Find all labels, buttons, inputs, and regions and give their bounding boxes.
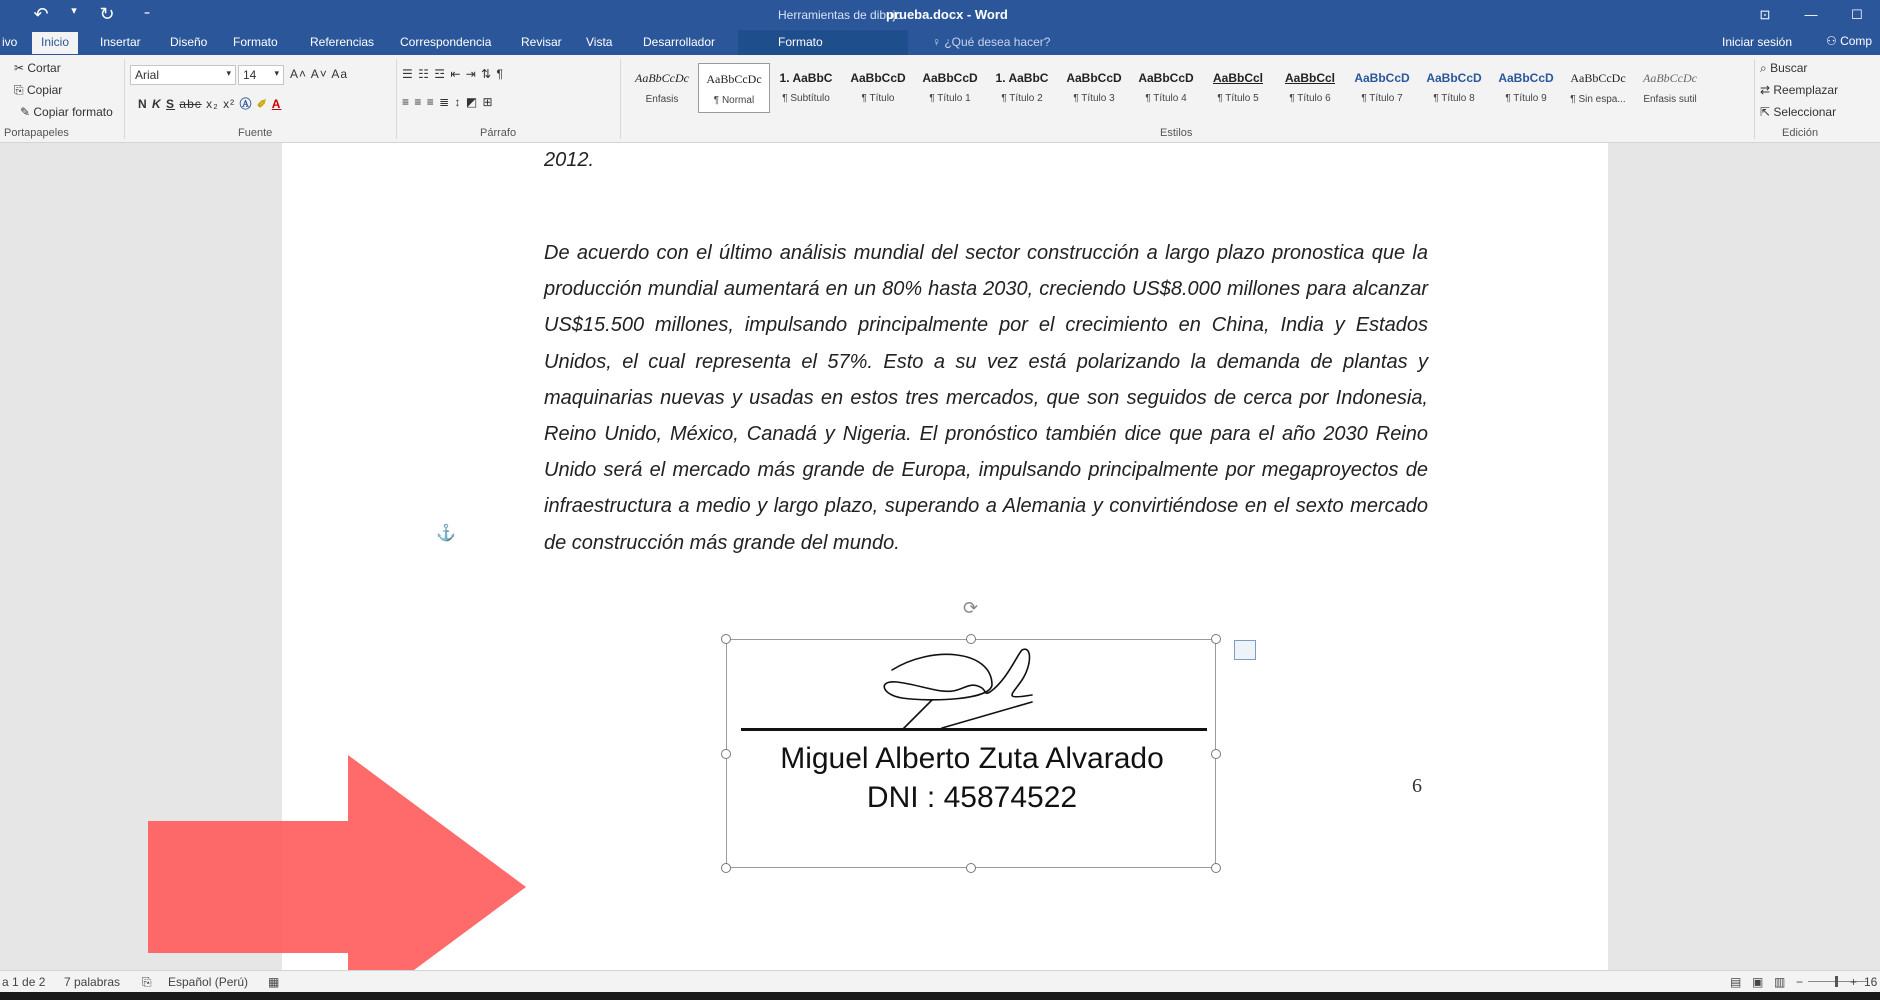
underline-button[interactable]: S: [166, 97, 176, 111]
maximize-icon[interactable]: ☐: [1851, 7, 1863, 22]
macro-recording-icon[interactable]: ▦: [268, 975, 280, 989]
subscript-button[interactable]: x₂: [206, 97, 219, 111]
styles-group-label: Estilos: [1160, 127, 1193, 139]
style-titulo-7[interactable]: AaBbCcD ¶ Título 7: [1354, 71, 1410, 104]
decrease-indent-icon[interactable]: ⇤: [450, 67, 462, 81]
text-effects-icon[interactable]: Ⓐ: [239, 97, 253, 111]
red-arrow-annotation: [148, 755, 526, 1000]
font-size-select[interactable]: 14 ▾: [238, 65, 284, 85]
contextual-tools-title: Herramientas de dibujo: [778, 8, 903, 22]
style-titulo-6[interactable]: AaBbCcl ¶ Título 6: [1284, 71, 1335, 104]
style-titulo-5[interactable]: AaBbCcl ¶ Título 5: [1212, 71, 1263, 104]
ribbon-tabs: [0, 30, 1880, 55]
language[interactable]: Español (Perú): [168, 975, 249, 989]
increase-indent-icon[interactable]: ⇥: [465, 67, 477, 81]
proofing-icon[interactable]: ⎘: [142, 975, 152, 989]
lightbulb-icon: ♀: [932, 35, 945, 49]
paragraph-list-controls: [402, 67, 504, 81]
font-group-label: Fuente: [238, 127, 273, 139]
ribbon-display-options-icon[interactable]: ⊡: [1759, 7, 1771, 22]
group-divider: [620, 59, 621, 139]
resize-handle[interactable]: [966, 863, 976, 873]
undo-icon[interactable]: ↶: [33, 4, 49, 24]
style-titulo-9[interactable]: AaBbCcD ¶ Título 9: [1498, 71, 1554, 104]
numbering-icon[interactable]: ☷: [418, 67, 430, 81]
word-count[interactable]: 7 palabras: [64, 975, 121, 989]
font-name-select[interactable]: Arial ▾: [130, 65, 236, 85]
editing-group-label: Edición: [1782, 127, 1819, 139]
brush-icon: ✎: [20, 105, 34, 119]
font-color-icon[interactable]: A: [271, 97, 282, 111]
tab-revisar[interactable]: Revisar: [521, 35, 562, 49]
status-bar: [0, 970, 1880, 992]
tab-insertar[interactable]: Insertar: [100, 35, 141, 49]
cursor-icon: ⇱: [1760, 105, 1774, 119]
resize-handle[interactable]: [1211, 863, 1221, 873]
copy-button[interactable]: ⎘ Copiar: [14, 83, 63, 97]
signer-dni: DNI : 45874522: [866, 781, 1078, 814]
copy-icon: ⎘: [14, 83, 27, 97]
style-sin-espaciado[interactable]: AaBbCcDc ¶ Sin espa...: [1570, 71, 1626, 105]
highlight-icon[interactable]: ✐: [256, 97, 268, 111]
chevron-down-icon: ▾: [226, 68, 231, 78]
minimize-icon[interactable]: —: [1804, 7, 1818, 22]
signature-line: [741, 728, 1207, 731]
group-divider: [124, 59, 125, 139]
web-layout-icon[interactable]: ▥: [1774, 975, 1786, 989]
document-title: prueba.docx - Word: [886, 7, 1008, 22]
resize-handle[interactable]: [721, 863, 731, 873]
person-icon: ⚇: [1826, 34, 1841, 48]
tab-formato-dibujo[interactable]: Formato: [778, 35, 823, 49]
tab-inicio[interactable]: Inicio: [32, 32, 78, 54]
zoom-slider[interactable]: [1808, 981, 1868, 982]
superscript-button[interactable]: x²: [223, 97, 236, 111]
group-divider: [396, 59, 397, 139]
align-left-icon[interactable]: ≡: [402, 95, 411, 109]
style-enfasis[interactable]: AaBbCcDc Énfasis: [635, 71, 689, 105]
scissors-icon: ✂: [14, 61, 28, 75]
zoom-in-icon[interactable]: +: [1850, 975, 1858, 989]
anchor-icon: ⚓: [436, 525, 456, 542]
undo-dropdown-icon[interactable]: ▾: [71, 5, 77, 17]
layout-options-icon[interactable]: [1234, 640, 1256, 660]
title-bar: [0, 0, 1880, 30]
line-spacing-icon[interactable]: ↕: [454, 95, 462, 109]
sign-in-link[interactable]: Iniciar sesión: [1722, 35, 1793, 49]
tab-diseno[interactable]: Diseño: [170, 35, 208, 49]
window-controls: [1742, 0, 1880, 30]
shrink-font-icon[interactable]: A˅: [310, 67, 328, 81]
zoom-slider-thumb[interactable]: [1835, 976, 1838, 987]
bold-button[interactable]: N: [138, 97, 148, 111]
rotate-handle-icon[interactable]: ⟳: [963, 598, 979, 618]
shading-icon[interactable]: ◩: [465, 95, 479, 109]
zoom-level[interactable]: 16: [1864, 975, 1878, 989]
clipboard-group-label: Portapapeles: [4, 127, 69, 139]
sort-icon[interactable]: ⇅: [481, 67, 493, 81]
tab-referencias[interactable]: Referencias: [310, 35, 375, 49]
paragraph-align-controls: [402, 95, 494, 109]
body-paragraph: De acuerdo con el último análisis mundial del sector construcción a largo plazo pronostica que la producción mundial aumentará en un 80% hasta 2030, creciendo US$8.000 millones para alcanzar US$15.500 millones, impulsando principalmente por el crecimiento en China, India y Estados Unidos, el cual representa el 57%. Esto a su vez está polarizando la demanda de plantas y maquinarias nuevas y usadas en estos tres mercados, que son seguidos de cerca por Indonesia, Reino Unido, México, Canadá y Nigeria. El pronóstico también dice que para el año 2030 Reino Unido será el mercado más grande de Europa, impulsando principalmente por megaproyectos de infraestructura a medio y largo plazo, superando a Alemania y convirtiéndose en el sexto mercado de construcción más grande del mundo.: [544, 242, 1428, 554]
tab-desarrollador[interactable]: Desarrollador: [643, 35, 716, 49]
format-painter-button[interactable]: ✎ Copiar formato: [20, 105, 113, 119]
change-case-icon[interactable]: Aa: [331, 67, 349, 81]
print-layout-icon[interactable]: ▣: [1752, 975, 1764, 989]
chevron-down-icon: ▾: [274, 68, 279, 78]
style-titulo[interactable]: AaBbCcD ¶ Título: [850, 71, 906, 104]
taskbar-strip: [0, 992, 1880, 1000]
style-enfasis-sutil[interactable]: AaBbCcDc Énfasis sutil: [1643, 71, 1697, 105]
signer-name: Miguel Alberto Zuta Alvarado: [780, 742, 1164, 775]
style-titulo-3[interactable]: AaBbCcD ¶ Título 3: [1066, 71, 1122, 104]
quick-access-toolbar: [30, 4, 158, 25]
bullets-icon[interactable]: ☰: [402, 67, 414, 81]
signature-textbox[interactable]: [726, 598, 1216, 868]
borders-icon[interactable]: ⊞: [482, 95, 494, 109]
style-normal[interactable]: AaBbCcDc ¶ Normal: [698, 63, 770, 113]
zoom-out-icon[interactable]: −: [1796, 975, 1804, 989]
tell-me-search[interactable]: ♀ ¿Qué desea hacer?: [932, 35, 1051, 49]
align-right-icon[interactable]: ≡: [426, 95, 435, 109]
font-size-controls: [290, 67, 348, 81]
strikethrough-button[interactable]: abc: [179, 97, 202, 111]
style-subtitulo[interactable]: 1. AaBbC ¶ Subtítulo: [779, 71, 833, 104]
select-button[interactable]: ⇱ Seleccionar: [1760, 105, 1837, 119]
year-line: 2012.: [544, 149, 595, 171]
page-count[interactable]: a 1 de 2: [2, 975, 46, 989]
resize-handle[interactable]: [1211, 634, 1221, 644]
read-mode-icon[interactable]: ▤: [1730, 975, 1742, 989]
resize-handle[interactable]: [721, 634, 731, 644]
cut-button[interactable]: ✂ Cortar: [14, 61, 61, 75]
tab-correspondencia[interactable]: Correspondencia: [400, 35, 492, 49]
group-divider: [1754, 59, 1755, 139]
redo-icon[interactable]: ↻: [99, 4, 115, 24]
pilcrow-icon[interactable]: ¶: [496, 67, 504, 81]
search-icon: ⌕: [1760, 61, 1771, 75]
style-titulo-1[interactable]: AaBbCcD ¶ Título 1: [922, 71, 978, 104]
font-format-controls: [138, 95, 281, 112]
tab-formato[interactable]: Formato: [233, 35, 278, 49]
ribbon: [0, 55, 1880, 143]
align-center-icon[interactable]: ≡: [414, 95, 423, 109]
style-titulo-2[interactable]: 1. AaBbC ¶ Título 2: [995, 71, 1049, 104]
style-titulo-8[interactable]: AaBbCcD ¶ Título 8: [1426, 71, 1482, 104]
grow-font-icon[interactable]: A˄: [290, 67, 308, 81]
replace-button[interactable]: ⇄ Reemplazar: [1760, 83, 1839, 97]
handwritten-signature: [872, 640, 1042, 735]
tab-file[interactable]: ivo: [2, 35, 18, 49]
multilevel-list-icon[interactable]: ☲: [434, 67, 446, 81]
styles-gallery: [626, 63, 1706, 113]
page-number: 6: [1412, 775, 1422, 797]
find-button[interactable]: ⌕ Buscar: [1760, 61, 1808, 75]
italic-button[interactable]: K: [152, 97, 162, 111]
paragraph-group-label: Párrafo: [480, 127, 517, 139]
contextual-tab-band: [738, 30, 908, 55]
document-area: [0, 143, 1880, 970]
tab-vista[interactable]: Vista: [586, 35, 613, 49]
customize-qat-icon[interactable]: ₌: [143, 4, 151, 18]
justify-icon[interactable]: ≣: [439, 95, 451, 109]
style-titulo-4[interactable]: AaBbCcD ¶ Título 4: [1138, 71, 1194, 104]
replace-icon: ⇄: [1760, 83, 1774, 97]
share-button[interactable]: ⚇ Comp: [1826, 34, 1873, 48]
